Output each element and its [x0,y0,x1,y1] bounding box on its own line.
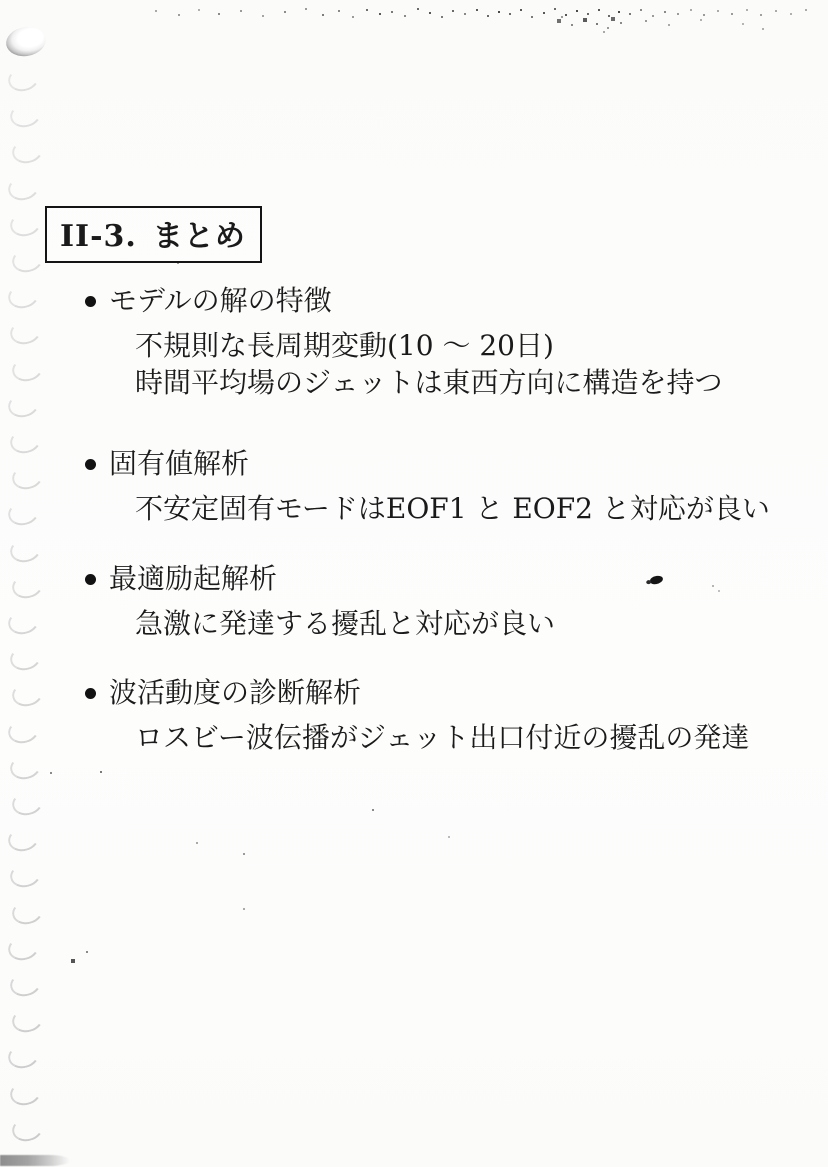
binding-hole [8,208,44,239]
binding-hole [6,932,42,963]
section-number: II-3. [60,219,137,254]
bullet-icon [85,574,96,585]
binding-hole [8,426,44,457]
bullet-heading: モデルの解の特徴 [109,284,332,317]
binding-hole [10,570,46,601]
bullet-icon [85,459,96,470]
binding-hole [10,353,46,384]
bullet-line: 不安定固有モードはEOF1 と EOF2 と対応が良い [135,492,770,525]
binding-hole [6,64,42,95]
bullet-line: ロスビー波伝播がジェット出口付近の擾乱の発達 [135,721,750,754]
binding-hole [10,1005,46,1036]
binding-hole [10,136,46,167]
binding-hole [4,24,48,60]
binding-hole [10,679,46,710]
ink-spot [650,575,664,585]
binding-hole [6,607,42,638]
bullet-group-optimal-excitation [85,563,555,642]
binding-hole [8,969,44,1000]
section-title: まとめ [152,219,246,254]
bullet-group-wave-activity [85,677,749,756]
binding-hole [10,896,46,927]
binding-hole [8,534,44,565]
binding-hole [6,498,42,529]
bullet-heading: 波活動度の診断解析 [109,676,362,709]
bullet-line: 急激に発達する擾乱と対応が良い [135,607,556,640]
section-title-box [45,206,262,263]
scan-dust-specks [0,0,2,2]
binding-hole [8,1077,44,1108]
binding-hole [8,860,44,891]
bullet-group-eigenvalue-analysis [85,448,770,527]
binding-hole [8,317,44,348]
binding-hole [6,824,42,855]
binding-hole [6,172,42,203]
bullet-line: 不規則な長周期変動(10 ～ 20日) [135,329,554,362]
bullet-line: 時間平均場のジェットは東西方向に構造を持つ [135,366,723,399]
binding-hole [10,245,46,276]
binding-hole [6,389,42,420]
binding-hole [6,1041,42,1072]
bullet-heading: 最適励起解析 [109,562,278,595]
bullet-heading: 固有値解析 [109,447,250,480]
binding-hole [10,788,46,819]
bullet-group-model-features [85,285,722,401]
binding-hole [10,462,46,493]
bullet-icon [85,688,96,699]
bullet-icon [85,296,96,307]
scan-bottom-smudge [0,1155,70,1166]
binding-hole [6,281,42,312]
binding-hole [10,1113,46,1144]
binding-hole [8,100,44,131]
binding-hole [8,751,44,782]
binding-hole [8,643,44,674]
binding-hole [6,715,42,746]
